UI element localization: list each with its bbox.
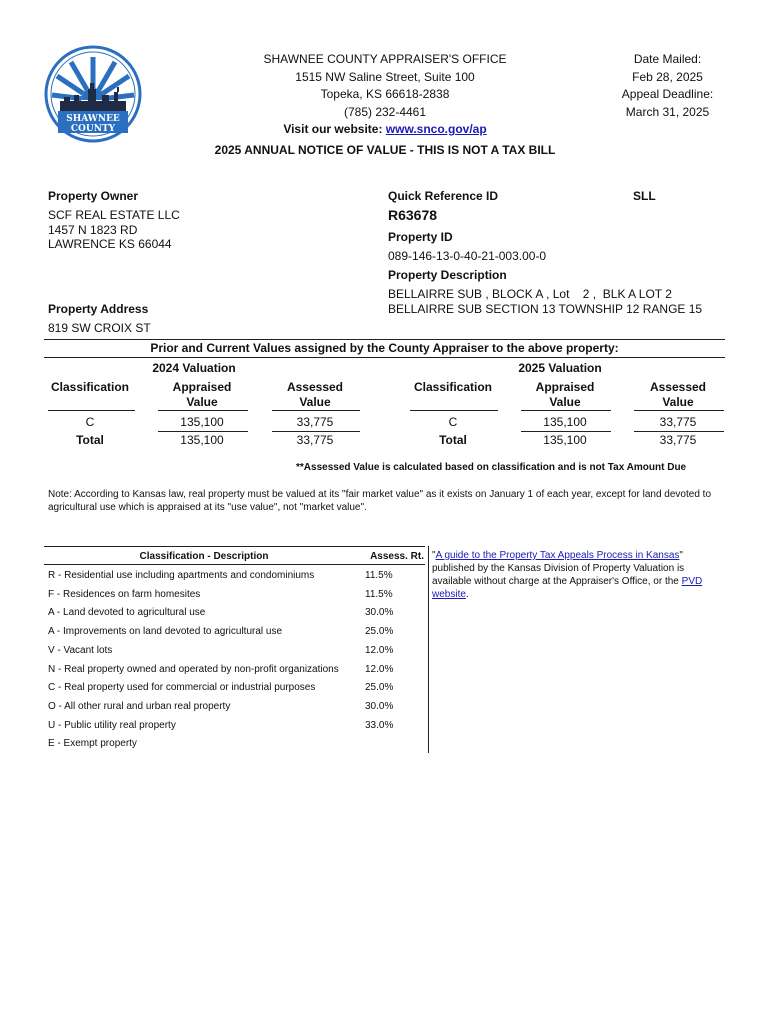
prior-total-rule-3	[272, 431, 360, 432]
owner-address-2: LAWRENCE KS 66044	[48, 237, 172, 251]
row-desc: C - Real property used for commercial or industrial purposes	[48, 682, 316, 694]
office-street: 1515 NW Saline Street, Suite 100	[295, 69, 475, 84]
property-address-label: Property Address	[48, 302, 149, 316]
kansas-law-note: Note: According to Kansas law, real property must be valued at its "fair market value" as it exists on January 1 of each year, except for land devoted to agricultural use which is appraised at its "use value", not "market value".	[48, 489, 712, 513]
date-mailed-value: Feb 28, 2025	[632, 69, 703, 84]
row-rate: 11.5%	[365, 570, 393, 581]
guide-quote-open: "	[432, 550, 436, 561]
classification-col-rate: Assess. Rt.	[370, 551, 424, 562]
guide-quote-close: "	[679, 550, 683, 561]
owner-label: Property Owner	[48, 189, 139, 203]
prior-col-appraised: Appraised Value	[172, 380, 232, 409]
prior-col-assessed: Assessed Value	[286, 380, 344, 409]
owner-address-1: 1457 N 1823 RD	[48, 223, 138, 237]
row-desc: V - Vacant lots	[48, 644, 113, 656]
prior-total-appraised: 135,100	[180, 433, 224, 447]
row-desc: N - Real property owned and operated by non-profit organizations	[48, 663, 339, 675]
quick-ref-value: R63678	[388, 207, 438, 223]
current-row-assessed: 33,775	[659, 415, 697, 429]
property-description-line1: BELLAIRRE SUB , BLOCK A , Lot 2 , BLK A LOT 2	[388, 287, 672, 301]
guide-text-end: .	[465, 589, 469, 600]
property-address-value: 819 SW CROIX ST	[48, 321, 151, 335]
office-header	[240, 51, 530, 139]
values-heading: Prior and Current Values assigned by the County Appraiser to the above property:	[150, 341, 619, 355]
office-city: Topeka, KS 66618-2838	[320, 87, 450, 101]
property-id-label: Property ID	[388, 230, 453, 244]
current-total-assessed: 33,775	[659, 433, 697, 447]
current-total-rule-2	[521, 431, 611, 432]
appeals-guide-text	[432, 549, 714, 601]
property-description-line2: BELLAIRRE SUB SECTION 13 TOWNSHIP 12 RANGE 15	[388, 302, 703, 316]
row-desc: A - Land devoted to agricultural use	[48, 607, 206, 619]
notice-title: 2025 ANNUAL NOTICE OF VALUE - THIS IS NOT A TAX BILL	[214, 143, 556, 157]
current-row-class: C	[448, 415, 458, 429]
current-col-appraised: Appraised Value	[535, 380, 595, 409]
office-website	[240, 121, 530, 139]
row-rate: 12.0%	[365, 663, 394, 675]
current-row-appraised: 135,100	[543, 415, 587, 429]
prior-row-appraised: 135,100	[180, 415, 224, 429]
row-desc: A - Improvements on land devoted to agricultural use	[48, 626, 283, 638]
classification-top-rule	[44, 546, 425, 547]
website-link[interactable]: www.snco.gov/ap	[385, 122, 487, 136]
logo-text-line2: COUNTY	[70, 124, 116, 134]
appeal-deadline-label: Appeal Deadline:	[621, 87, 714, 101]
prior-total-assessed: 33,775	[296, 433, 334, 447]
mailing-dates	[600, 51, 735, 121]
values-heading-rule	[44, 357, 725, 358]
row-rate: 30.0%	[365, 607, 394, 619]
row-rate: 30.0%	[365, 700, 394, 712]
row-rate: 25.0%	[365, 682, 394, 694]
current-total-rule-3	[634, 431, 724, 432]
current-header-rule-1	[410, 410, 498, 411]
row-desc: F - Residences on farm homesites	[48, 588, 201, 600]
office-name: SHAWNEE COUNTY APPRAISER'S OFFICE	[263, 52, 507, 66]
prior-total-label: Total	[76, 433, 104, 447]
office-phone: (785) 232-4461	[343, 104, 427, 119]
row-desc: R - Residential use including apartments and condominiums	[48, 570, 315, 581]
prior-total-rule-2	[158, 431, 248, 432]
current-valuation-title: 2025 Valuation	[518, 361, 602, 375]
row-desc: O - All other rural and urban real property	[48, 700, 231, 712]
classification-header-rule	[44, 564, 425, 565]
prior-header-rule-2	[158, 410, 248, 411]
current-col-assessed: Assessed Value	[649, 380, 707, 409]
property-description-label: Property Description	[388, 268, 507, 282]
quick-ref-label: Quick Reference ID	[388, 189, 499, 203]
website-prefix: Visit our website:	[283, 122, 386, 136]
classification-divider	[428, 546, 429, 753]
current-header-rule-2	[521, 410, 611, 411]
row-rate: 25.0%	[365, 626, 394, 638]
row-rate: 33.0%	[365, 719, 394, 731]
classification-col-desc: Classification - Description	[139, 551, 269, 562]
current-total-label: Total	[439, 433, 467, 447]
current-col-classification: Classification	[413, 380, 493, 394]
prior-row-class: C	[85, 415, 95, 429]
prior-header-rule-1	[48, 410, 135, 411]
pvd-website-link[interactable]: PVD website	[432, 576, 703, 600]
values-top-rule	[44, 339, 725, 340]
county-logo	[44, 45, 142, 143]
current-header-rule-3	[634, 410, 724, 411]
assessed-footnote: **Assessed Value is calculated based on classification and is not Tax Amount Due	[296, 462, 687, 473]
owner-name: SCF REAL ESTATE LLC	[48, 208, 180, 222]
row-rate: 11.5%	[365, 588, 393, 600]
row-desc: U - Public utility real property	[48, 719, 176, 731]
row-rate: 12.0%	[365, 644, 394, 656]
date-mailed-label: Date Mailed:	[633, 52, 702, 66]
prior-header-rule-3	[272, 410, 360, 411]
prior-valuation-title: 2024 Valuation	[152, 361, 236, 375]
quick-ref-code: SLL	[633, 189, 656, 203]
appeals-guide-link[interactable]: A guide to the Property Tax Appeals Process in Kansas	[435, 550, 680, 561]
prior-col-classification: Classification	[50, 380, 130, 394]
logo-text-line1: SHAWNEE	[66, 114, 120, 124]
property-id-value: 089-146-13-0-40-21-003.00-0	[388, 249, 547, 263]
guide-text-middle: published by the Kansas Division of Property Valuation is available without charge at the Appraiser's Office, or the	[432, 563, 685, 587]
row-desc: E - Exempt property	[48, 738, 137, 750]
prior-row-assessed: 33,775	[296, 415, 334, 429]
appeal-deadline-value: March 31, 2025	[625, 104, 710, 119]
current-total-appraised: 135,100	[543, 433, 587, 447]
